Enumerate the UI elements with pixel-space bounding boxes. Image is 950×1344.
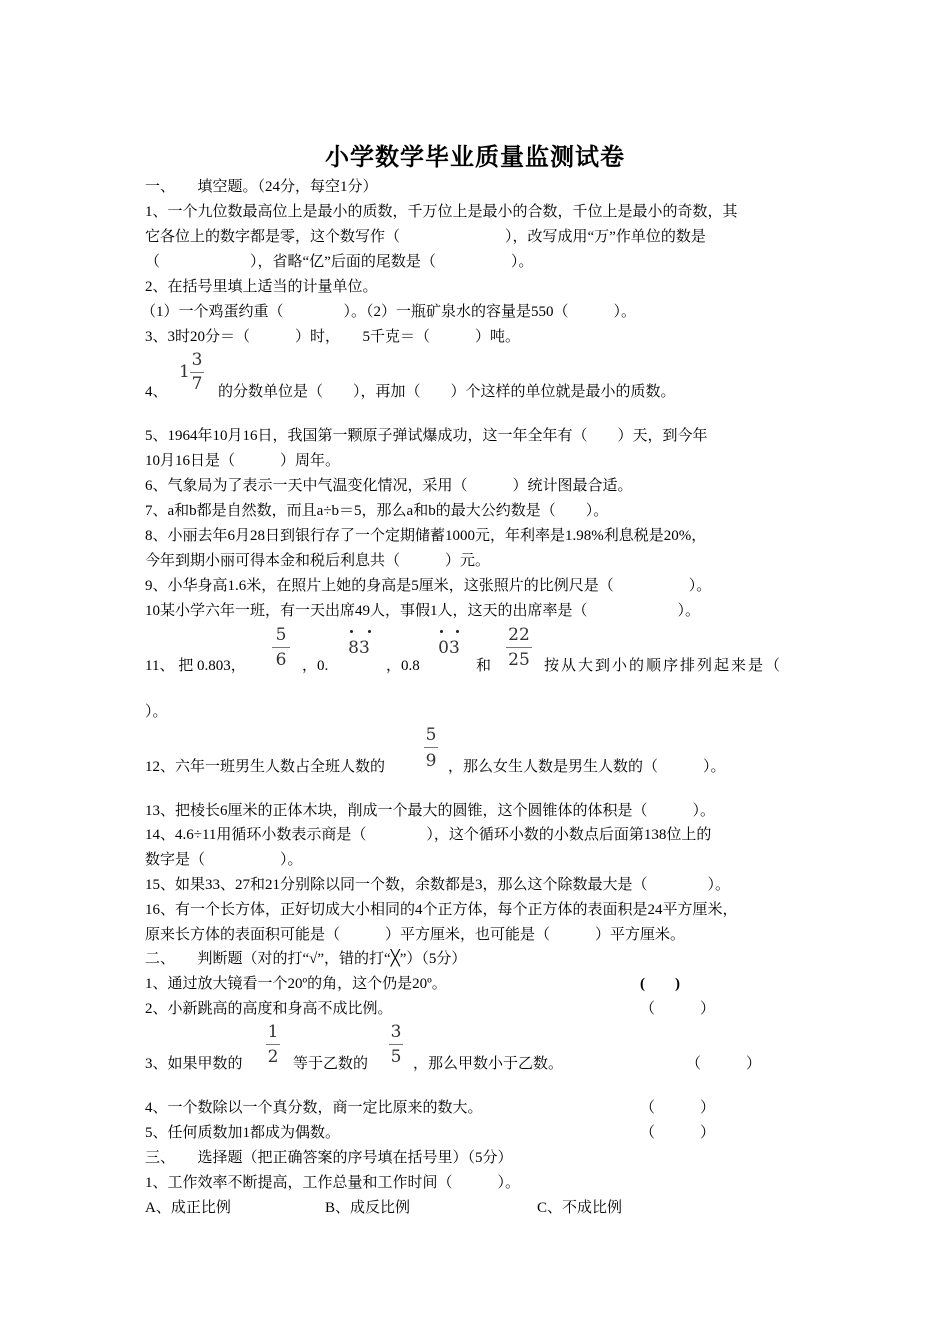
q4-denominator: 7 — [191, 374, 203, 394]
j3-fraction-2-bar — [389, 1044, 403, 1045]
question-6: 6、气象局为了表示一天中气温变化情况，采用（ ）统计图最合适。 — [145, 478, 633, 494]
question-5-line-1: 5、1964年10月16日，我国第一颗原子弹试爆成功，这一年全年有（ ）天，到今年 — [145, 428, 708, 444]
question-12-suffix: ，那么女生人数是男生人数的（ ）。 — [448, 759, 726, 775]
judge-3-prefix: 3、如果甲数的 — [145, 1056, 243, 1072]
judge-4-answer-blank[interactable]: （ ） — [640, 1100, 716, 1116]
question-4-prefix: 4、 — [145, 384, 168, 400]
choice-option-c[interactable]: C、不成比例 — [537, 1200, 623, 1216]
q11-repeat-dot — [368, 630, 371, 633]
choice-option-a[interactable]: A、成正比例 — [145, 1200, 231, 1216]
judge-2-answer-blank[interactable]: （ ） — [640, 1001, 716, 1017]
j3-fraction-1-numerator: 1 — [267, 1022, 279, 1042]
q12-numerator: 5 — [425, 725, 437, 745]
q11-repeating-digits-1: 83 — [348, 638, 370, 658]
question-13: 13、把棱长6厘米的正体木块，削成一个最大的圆锥，这个圆锥体的体积是（ ）。 — [145, 803, 716, 819]
judge-3-middle: 等于乙数的 — [293, 1056, 369, 1072]
judge-1: 1、通过放大镜看一个20º的角，这个仍是20º。 — [145, 976, 447, 992]
j3-fraction-1-denominator: 2 — [267, 1047, 279, 1067]
q11-fraction-1-numerator: 5 — [275, 625, 287, 645]
q4-numerator: 3 — [191, 350, 203, 370]
q11-repeat-dot — [350, 630, 353, 633]
q11-fraction-1-bar — [272, 647, 290, 648]
q11-and: 和 — [476, 658, 492, 674]
q11-fraction-2-denominator: 25 — [508, 650, 530, 670]
question-14-line-2: 数字是（ ）。 — [145, 852, 303, 868]
q4-whole-number: 1 — [179, 362, 190, 382]
judge-1-answer-blank[interactable]: ( ) — [640, 976, 680, 992]
page-title: 小学数学毕业质量监测试卷 — [325, 143, 625, 171]
question-2: 2、在括号里填上适当的计量单位。 — [145, 279, 378, 295]
question-12-prefix: 12、六年一班男生人数占全班人数的 — [145, 759, 386, 775]
judge-4: 4、一个数除以一个真分数，商一定比原来的数大。 — [145, 1100, 483, 1116]
question-14-line-1: 14、4.6÷11用循环小数表示商是（ ），这个循环小数的小数点后面第138位上的 — [145, 827, 712, 843]
question-7: 7、a和b都是自然数，而且a÷b＝5，那么a和b的最大公约数是（ ）。 — [145, 503, 609, 519]
q12-denominator: 9 — [425, 751, 437, 771]
q11-separator-2: ，0.8 — [386, 658, 420, 674]
judge-3-suffix: ，那么甲数小于乙数。 — [413, 1056, 564, 1072]
j3-fraction-1-bar — [266, 1044, 280, 1045]
judge-5-answer-blank[interactable]: （ ） — [640, 1125, 716, 1141]
q11-fraction-1-denominator: 6 — [275, 650, 287, 670]
choice-question-1: 1、工作效率不断提高，工作总量和工作时间（ ）。 — [145, 1175, 521, 1191]
question-1-line-3: （ ），省略“亿”后面的尾数是（ ）。 — [145, 254, 534, 270]
question-15: 15、如果33、27和21分别除以同一个数，余数都是3，那么这个除数最大是（ ）。 — [145, 877, 731, 893]
section-true-false-heading: 二、 判断题（对的打“√”，错的打“╳”）（5分） — [145, 951, 467, 967]
judge-5: 5、任何质数加1都成为偶数。 — [145, 1125, 341, 1141]
question-5-line-2: 10月16日是（ ）周年。 — [145, 453, 341, 469]
section-multiple-choice-heading: 三、 选择题（把正确答案的序号填在括号里）（5分） — [145, 1150, 513, 1166]
judge-2: 2、小新跳高的高度和身高不成比例。 — [145, 1001, 393, 1017]
q11-fraction-2-bar — [506, 647, 532, 648]
q11-closing: ）。 — [145, 704, 168, 720]
q4-fraction-bar — [190, 372, 204, 373]
choice-option-b[interactable]: B、成反比例 — [325, 1200, 411, 1216]
question-9: 9、小华身高1.6米，在照片上她的身高是5厘米，这张照片的比例尺是（ ）。 — [145, 578, 712, 594]
question-16-line-2: 原来长方体的表面积可能是（ ）平方厘米，也可能是（ ）平方厘米。 — [145, 927, 686, 943]
q11-separator-1: ，0. — [302, 658, 329, 674]
question-4-text: 的分数单位是（ ），再加（ ）个这样的单位就是最小的质数。 — [218, 384, 676, 400]
question-11-prefix: 11、 把 0.803， — [145, 658, 246, 674]
question-10: 10某小学六年一班，有一天出席49人，事假1人，这天的出席率是（ ）。 — [145, 603, 701, 619]
question-1-line-1: 1、一个九位数最高位上是最小的质数，千万位上是最小的合数，千位上是最小的奇数，其 — [145, 204, 738, 220]
q11-suffix: 按从大到小的顺序排列起来是（ — [544, 658, 783, 674]
q11-repeating-digits-2: 03 — [438, 638, 460, 658]
question-8-line-2: 今年到期小丽可得本金和税后利息共（ ）元。 — [145, 553, 491, 569]
question-3: 3、3时20分＝（ ）时， 5千克＝（ ）吨。 — [145, 329, 521, 345]
judge-3-answer-blank[interactable]: （ ） — [686, 1056, 762, 1072]
q11-repeat-dot — [440, 630, 443, 633]
question-16-line-1: 16、有一个长方体，正好切成大小相同的4个正方体，每个正方体的表面积是24平方厘米， — [145, 902, 738, 918]
q12-fraction-bar — [424, 747, 438, 748]
j3-fraction-2-denominator: 5 — [390, 1047, 402, 1067]
q11-fraction-2-numerator: 22 — [508, 625, 530, 645]
j3-fraction-2-numerator: 3 — [390, 1022, 402, 1042]
question-2-items: （1）一个鸡蛋约重（ ）。（2）一瓶矿泉水的容量是550（ ）。 — [141, 304, 637, 320]
section-fill-in-heading: 一、 填空题。（24分，每空1分） — [145, 179, 378, 195]
q11-repeat-dot — [456, 630, 459, 633]
question-1-line-2: 它各位上的数字都是零，这个数写作（ ），改写成用“万”作单位的数是 — [145, 229, 706, 245]
question-8-line-1: 8、小丽去年6月28日到银行存了一个定期储蓄1000元，年利率是1.98%利息税是20%， — [145, 528, 707, 544]
